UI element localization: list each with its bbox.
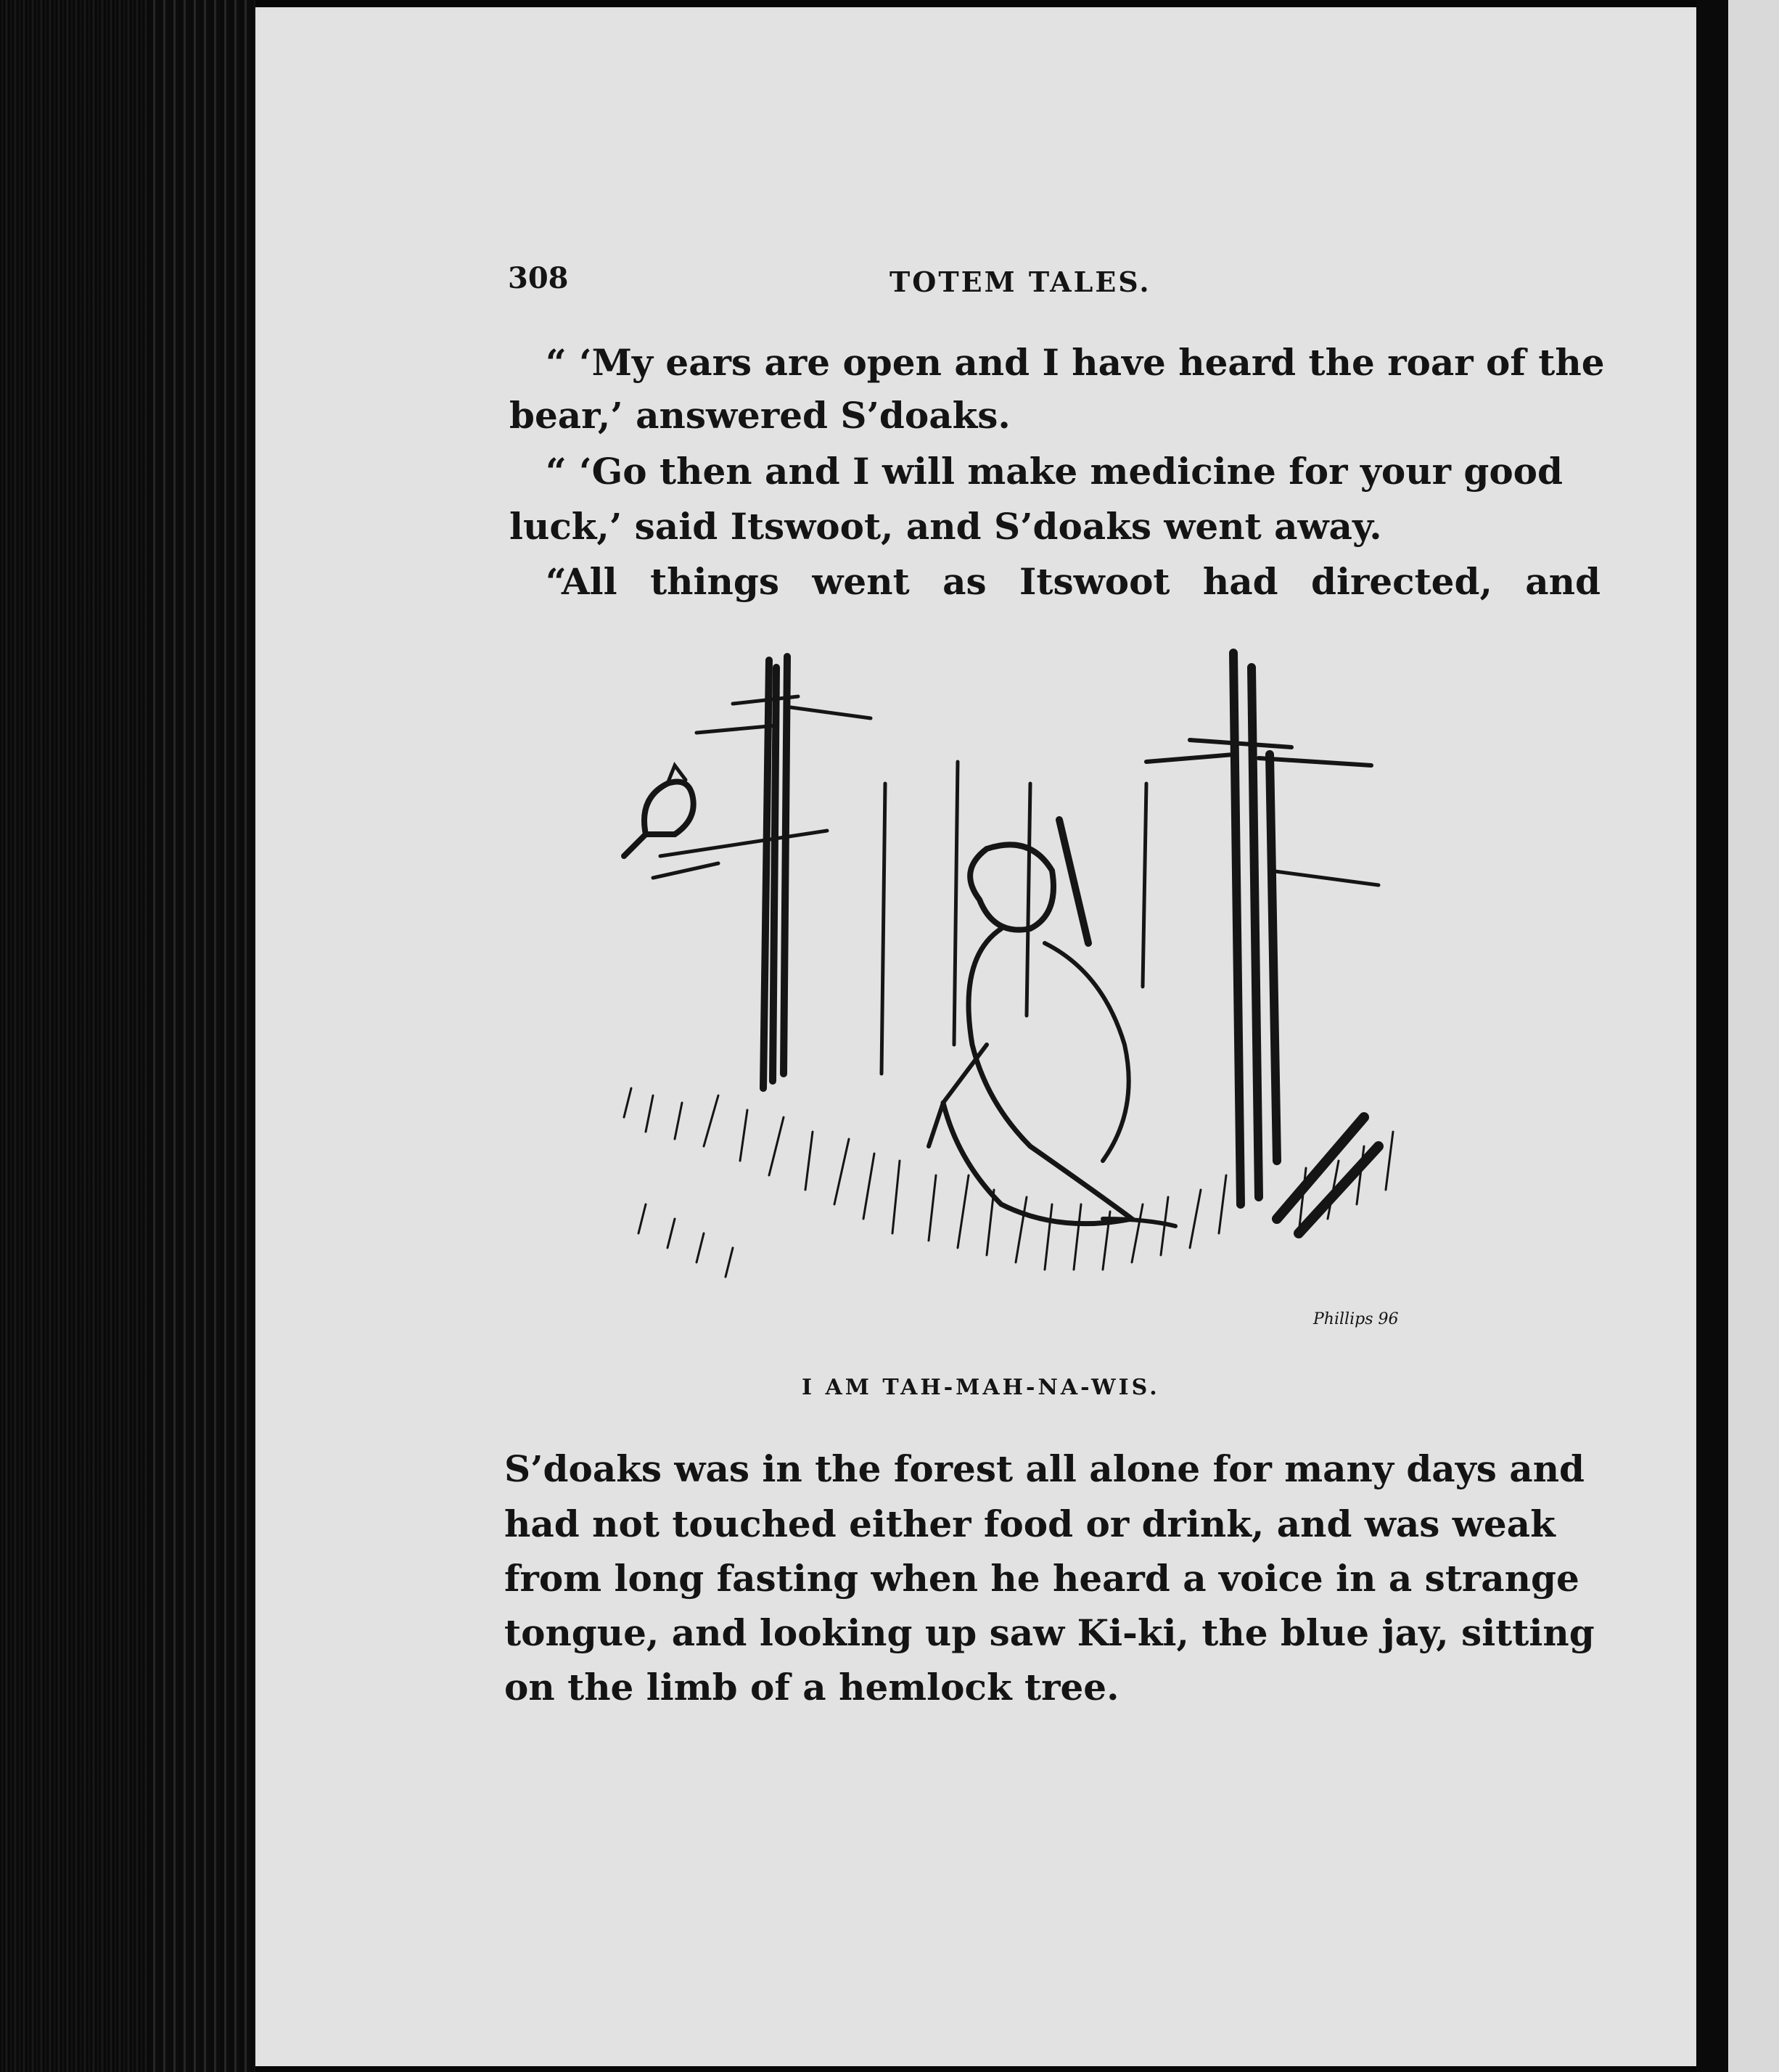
text-line: S’doaks was in the forest all alone for many days and bbox=[504, 1447, 1585, 1490]
figure-caption: I AM TAH-MAH-NA-WIS. bbox=[802, 1375, 1160, 1400]
text-line: from long fasting when he heard a voice in a strange bbox=[504, 1557, 1579, 1600]
text-line: tongue, and looking up saw Ki-ki, the blue jay, sitting bbox=[504, 1611, 1595, 1654]
page-number: 308 bbox=[508, 261, 569, 295]
page-edges bbox=[149, 0, 254, 2072]
gutter-shadow bbox=[1696, 0, 1728, 2072]
forest-illustration bbox=[551, 638, 1466, 1342]
text-line: bear,’ answered S’doaks. bbox=[509, 394, 1011, 437]
text-line: “All things went as Itswoot had directed, and bbox=[546, 560, 1601, 603]
artist-signature: Phillips 96 bbox=[1313, 1310, 1399, 1328]
text-line: had not touched either food or drink, and was weak bbox=[504, 1502, 1556, 1545]
adjacent-page-edge bbox=[1728, 0, 1779, 2072]
text-line: “ ‘Go then and I will make medicine for your good bbox=[546, 450, 1563, 493]
text-line: on the limb of a hemlock tree. bbox=[504, 1666, 1119, 1709]
text-line: “ ‘My ears are open and I have heard the roar of the bbox=[546, 341, 1605, 384]
book-title: TOTEM TALES. bbox=[890, 266, 1151, 298]
text-line: luck,’ said Itswoot, and S’doaks went away. bbox=[509, 505, 1382, 548]
